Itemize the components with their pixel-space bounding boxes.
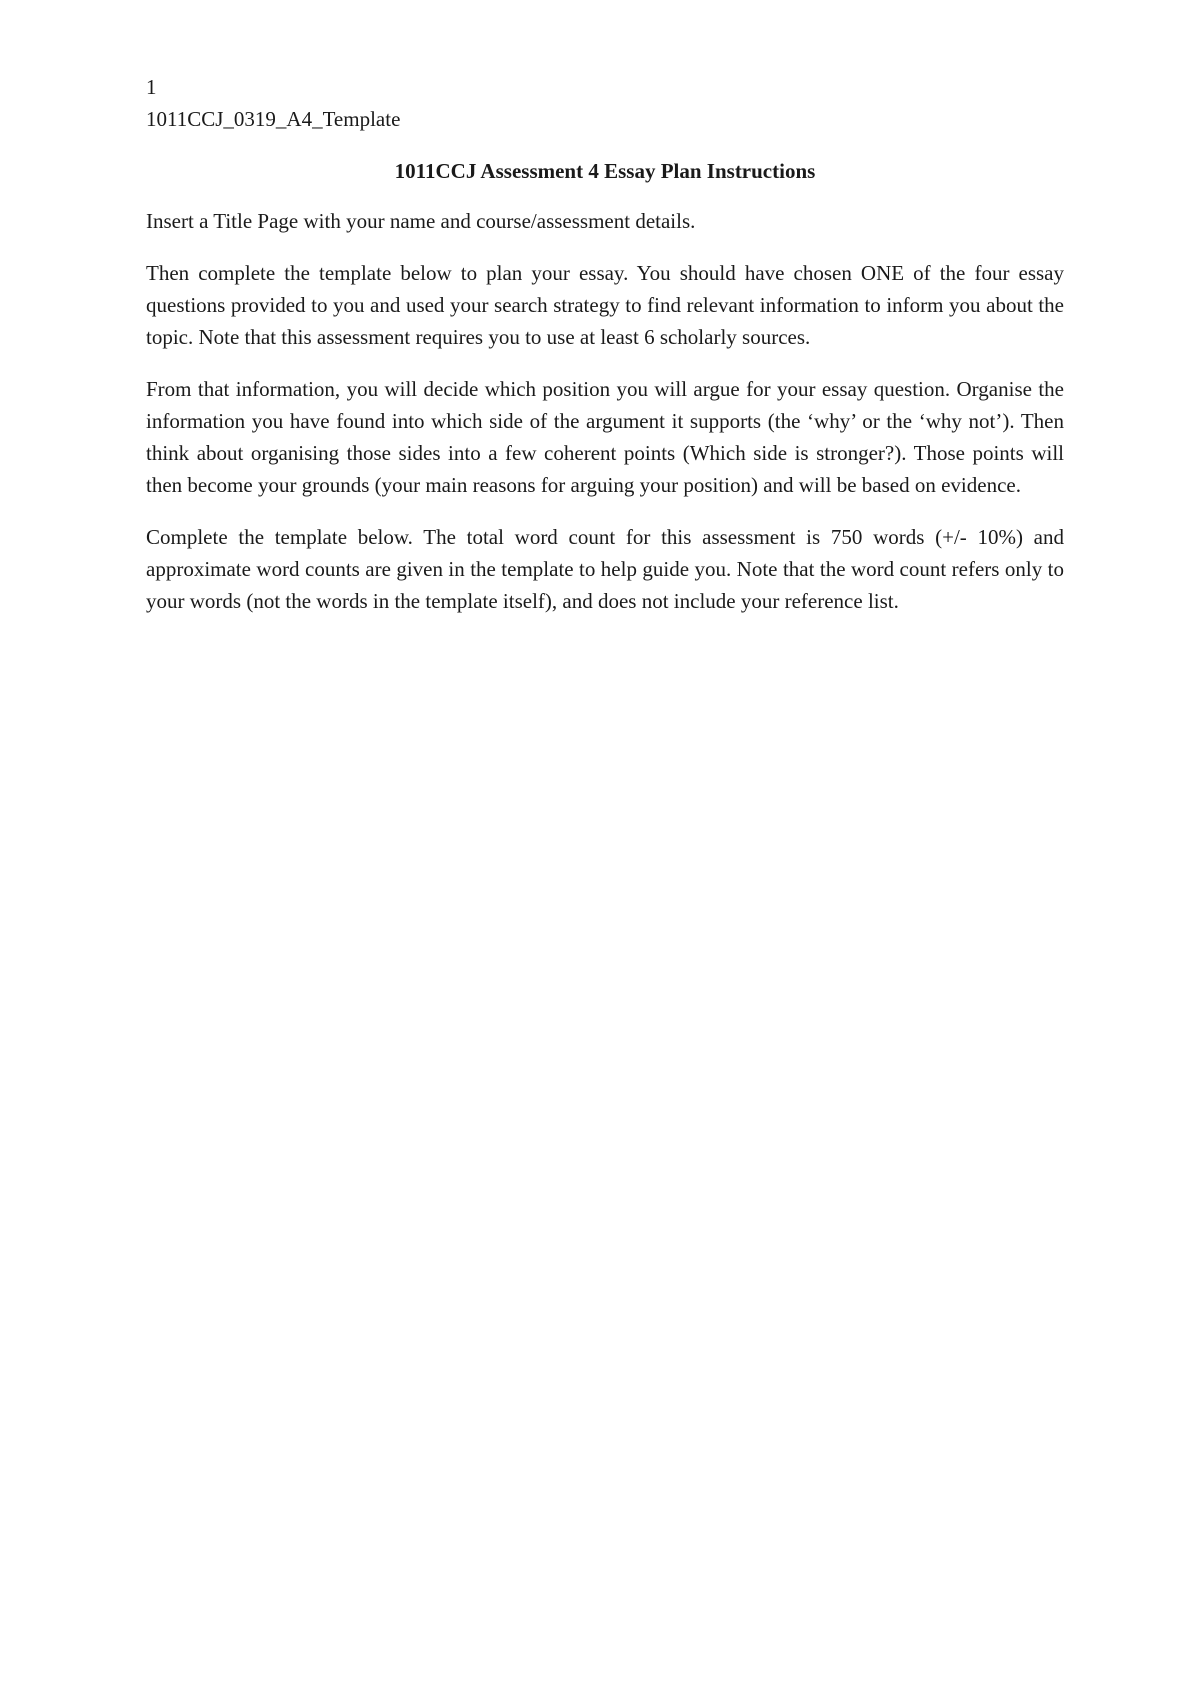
paragraph-complete-template: Then complete the template below to plan your essay. You should have chosen ONE of the four essay questions provided to you and used your search strategy to find relevant information to inform you about the topic. Note that this assessment requires you to use at least 6 scholarly sources. bbox=[146, 261, 1064, 349]
page-content bbox=[146, 71, 1064, 617]
paragraph-title-page: Insert a Title Page with your name and course/assessment details. bbox=[146, 209, 696, 233]
page-number: 1 bbox=[146, 75, 157, 99]
paragraph-argue-position: From that information, you will decide which position you will argue for your essay question. Organise the information you have found into which side of the argument it supports (the ‘why’ or the ‘why not’). Then think about organising those sides into a few coherent points (Which side is stronger?). Those points will then become your grounds (your main reasons for arguing your position) and will be based on evidence. bbox=[146, 377, 1064, 497]
paragraph-word-count: Complete the template below. The total word count for this assessment is 750 words (+/- 10%) and approximate word counts are given in the template to help guide you. Note that the word count refers only to your words (not the words in the template itself), and does not include your reference list. bbox=[146, 525, 1064, 613]
document-title: 1011CCJ Assessment 4 Essay Plan Instructions bbox=[394, 159, 816, 183]
document-code: 1011CCJ_0319_A4_Template bbox=[146, 107, 401, 131]
